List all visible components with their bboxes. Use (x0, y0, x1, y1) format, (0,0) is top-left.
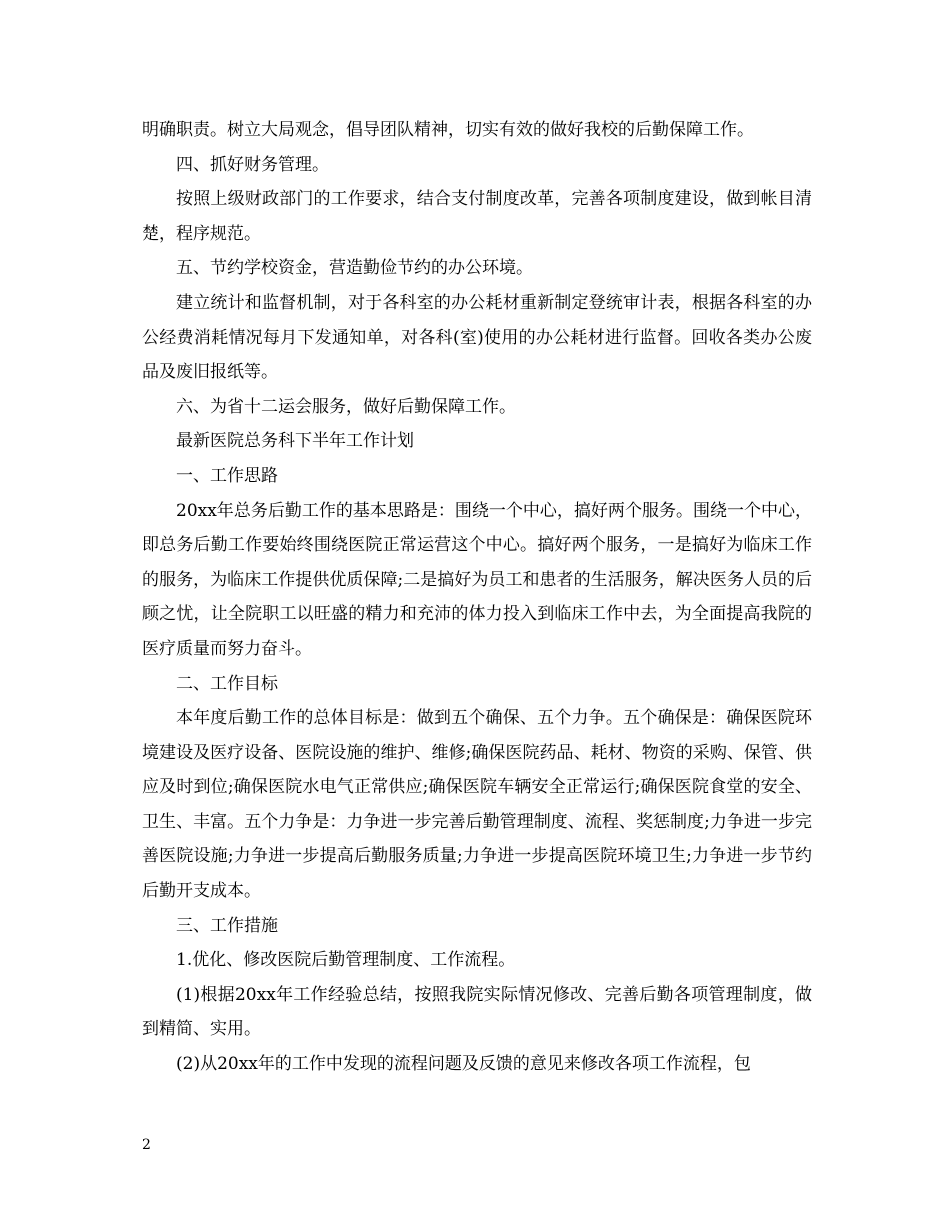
section-title: 最新医院总务科下半年工作计划 (176, 431, 414, 452)
paragraph-finance: 按照上级财政部门的工作要求，结合支付制度改革，完善各项制度建设，做到帐目清楚，程序规范。 (142, 189, 812, 244)
paragraph-saving: 建立统计和监督机制，对于各科室的办公耗材重新制定登统审计表，根据各科室的办公经费消耗情况每月下发通知单，对各科(室)使用的办公耗材进行监督。回收各类办公废品及废旧报纸等。 (142, 292, 812, 383)
paragraph-thinking: 20xx年总务后勤工作的基本思路是：围绕一个中心，搞好两个服务。围绕一个中心，即总务后勤工作要始终围绕医院正常运营这个中心。搞好两个服务，一是搞好为临床工作的服务，为临床工作提供优质保障;二是搞好为员工和患者的生活服务，解决医务人员的后顾之忧，让全院职工以旺盛的精力和充沛的体力投入到临床工作中去，为全面提高我院的医疗质量而努力奋斗。 (142, 500, 812, 659)
paragraph-goals: 本年度后勤工作的总体目标是：做到五个确保、五个力争。五个确保是：确保医院环境建设及医疗设备、医院设施的维护、维修;确保医院药品、耗材、物资的采购、保管、供应及时到位;确保医院水电气正常供应;确保医院车辆安全正常运行;确保医院食堂的安全、卫生、丰富。五个力争是：力争进一步完善后勤管理制度、流程、奖惩制度;力争进一步完善医院设施;力争进一步提高后勤服务质量;力争进一步提高医院环境卫生;力争进一步节约后勤开支成本。 (142, 708, 812, 902)
heading-finance: 四、抓好财务管理。 (176, 154, 329, 175)
measure-1-sub-1: (1)根据20xx年工作经验总结，按照我院实际情况修改、完善后勤各项管理制度，做到精简、实用。 (142, 984, 812, 1040)
heading-games: 六、为省十二运会服务，做好后勤保障工作。 (176, 396, 516, 417)
paragraph-1: 明确职责。树立大局观念，倡导团队精神，切实有效的做好我校的后勤保障工作。 (142, 120, 754, 140)
document-body (142, 113, 812, 1082)
measure-1: 1.优化、修改医院后勤管理制度、工作流程。 (176, 950, 516, 971)
heading-saving: 五、节约学校资金，营造勤俭节约的办公环境。 (176, 258, 533, 279)
measure-1-sub-2: (2)从20xx年的工作中发现的流程问题及反馈的意见来修改各项工作流程，包 (176, 1054, 751, 1075)
heading-goals: 二、工作目标 (176, 673, 278, 694)
page-number: 2 (142, 1137, 151, 1153)
heading-measures: 三、工作措施 (176, 915, 278, 936)
heading-thinking: 一、工作思路 (176, 465, 278, 486)
